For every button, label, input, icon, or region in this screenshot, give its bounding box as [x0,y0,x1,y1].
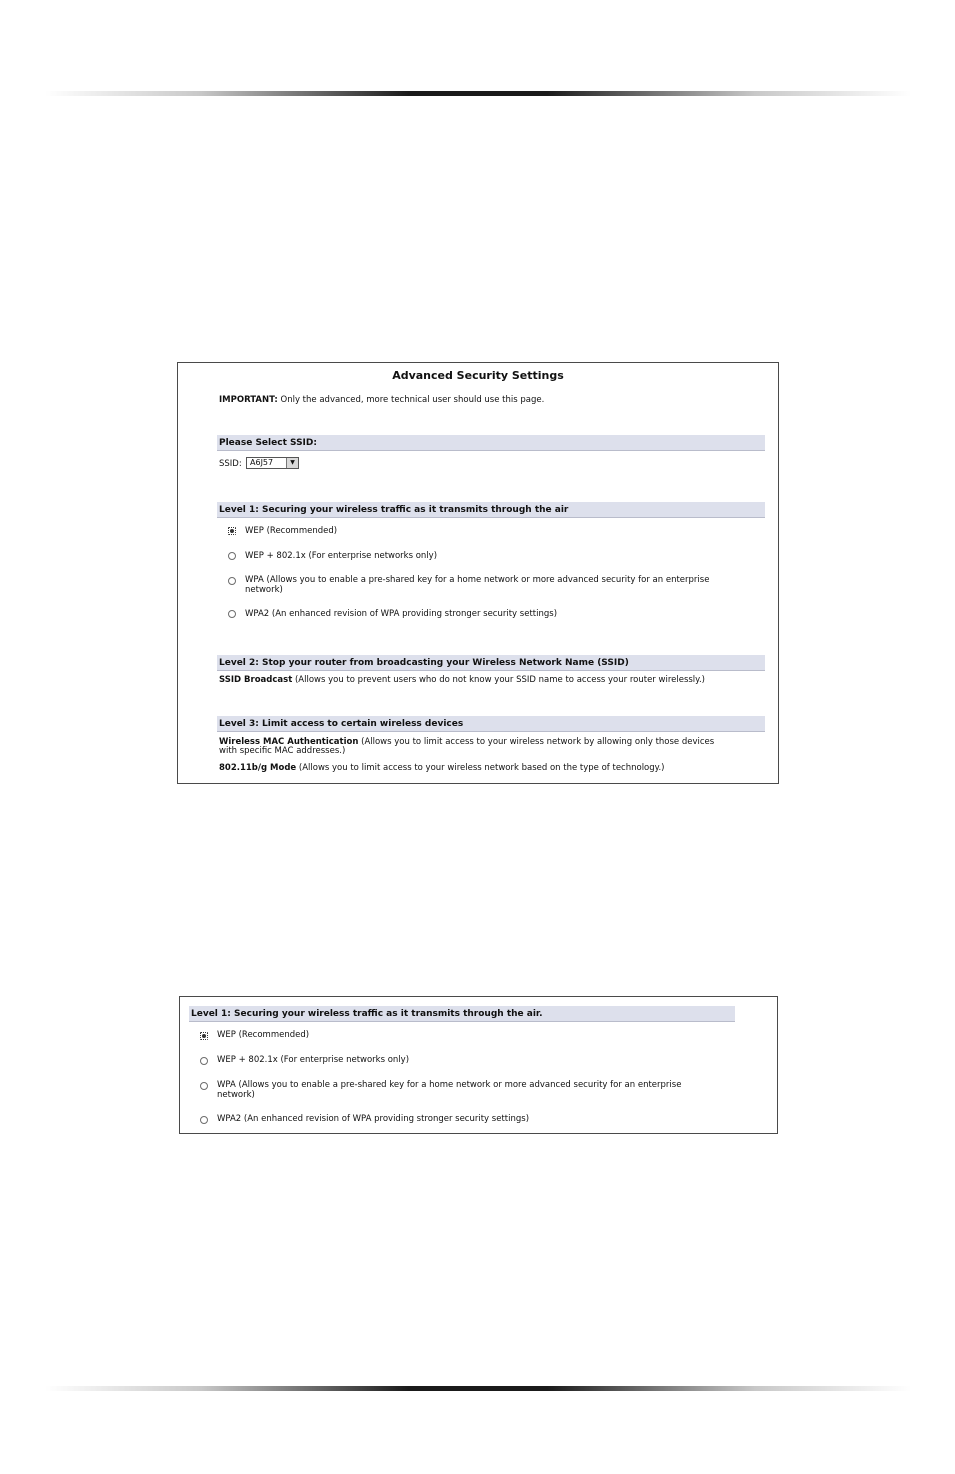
mac-auth-text-line2: with specific MAC addresses.) [219,746,346,756]
detail-option-wpa2-label: WPA2 (An enhanced revision of WPA providing stronger security settings) [217,1114,530,1124]
level1-detail-screenshot [179,996,778,1134]
detail-option-wep-8021x-label: WEP + 802.1x (For enterprise networks only) [217,1055,410,1065]
mac-auth-text: (Allows you to limit access to your wireless network by allowing only those devices [361,737,715,747]
mode-line [219,763,665,773]
ssid-select-value: A6J57 [250,458,274,467]
detail-option-wep-label: WEP (Recommended) [217,1030,310,1040]
detail-level1-header: Level 1: Securing your wireless traffic as it transmits through the air. [189,1006,735,1022]
radio-wep-8021x[interactable] [228,552,236,560]
level2-header: Level 2: Stop your router from broadcasting your Wireless Network Name (SSID) [217,655,765,671]
option-wpa-label-line2: network) [245,585,283,595]
option-wep-label: WEP (Recommended) [245,526,338,536]
important-text: Only the advanced, more technical user should use this page. [280,395,545,405]
ssid-broadcast-link[interactable]: SSID Broadcast [219,675,293,685]
bottom-rule [45,1386,911,1391]
option-wpa2-label: WPA2 (An enhanced revision of WPA providing stronger security settings) [245,609,558,619]
detail-radio-wep[interactable] [200,1032,208,1040]
detail-radio-wpa2[interactable] [200,1116,208,1124]
radio-wep[interactable] [228,527,236,535]
important-note [219,395,544,405]
option-wpa-label: WPA (Allows you to enable a pre-shared key for a home network or more advanced security for an enterprise [245,575,710,585]
chevron-down-icon[interactable]: ▼ [286,458,298,468]
top-rule [45,91,911,96]
mode-link[interactable]: 802.11b/g Mode [219,763,297,773]
ssid-select[interactable] [246,457,299,469]
advanced-security-screenshot [177,362,779,784]
ssid-broadcast-line [219,675,705,685]
detail-option-wpa-label: WPA (Allows you to enable a pre-shared key for a home network or more advanced security for an enterprise [217,1080,682,1090]
detail-radio-wep-8021x[interactable] [200,1057,208,1065]
ssid-section-header: Please Select SSID: [217,435,765,451]
detail-radio-wpa[interactable] [200,1082,208,1090]
detail-option-wpa-label-line2: network) [217,1090,255,1100]
ssid-broadcast-text: (Allows you to prevent users who do not know your SSID name to access your router wirelessly.) [294,675,705,685]
mode-text: (Allows you to limit access to your wireless network based on the type of technology.) [298,763,665,773]
radio-wpa[interactable] [228,577,236,585]
option-wep-8021x-label: WEP + 802.1x (For enterprise networks only) [245,551,438,561]
important-label: IMPORTANT: [219,395,278,405]
page-title: Advanced Security Settings [392,369,564,382]
radio-wpa2[interactable] [228,610,236,618]
mac-auth-link[interactable]: Wireless MAC Authentication [219,737,359,747]
ssid-label: SSID: [219,459,242,469]
level1-header: Level 1: Securing your wireless traffic as it transmits through the air [217,502,765,518]
level3-header: Level 3: Limit access to certain wireless devices [217,716,765,732]
